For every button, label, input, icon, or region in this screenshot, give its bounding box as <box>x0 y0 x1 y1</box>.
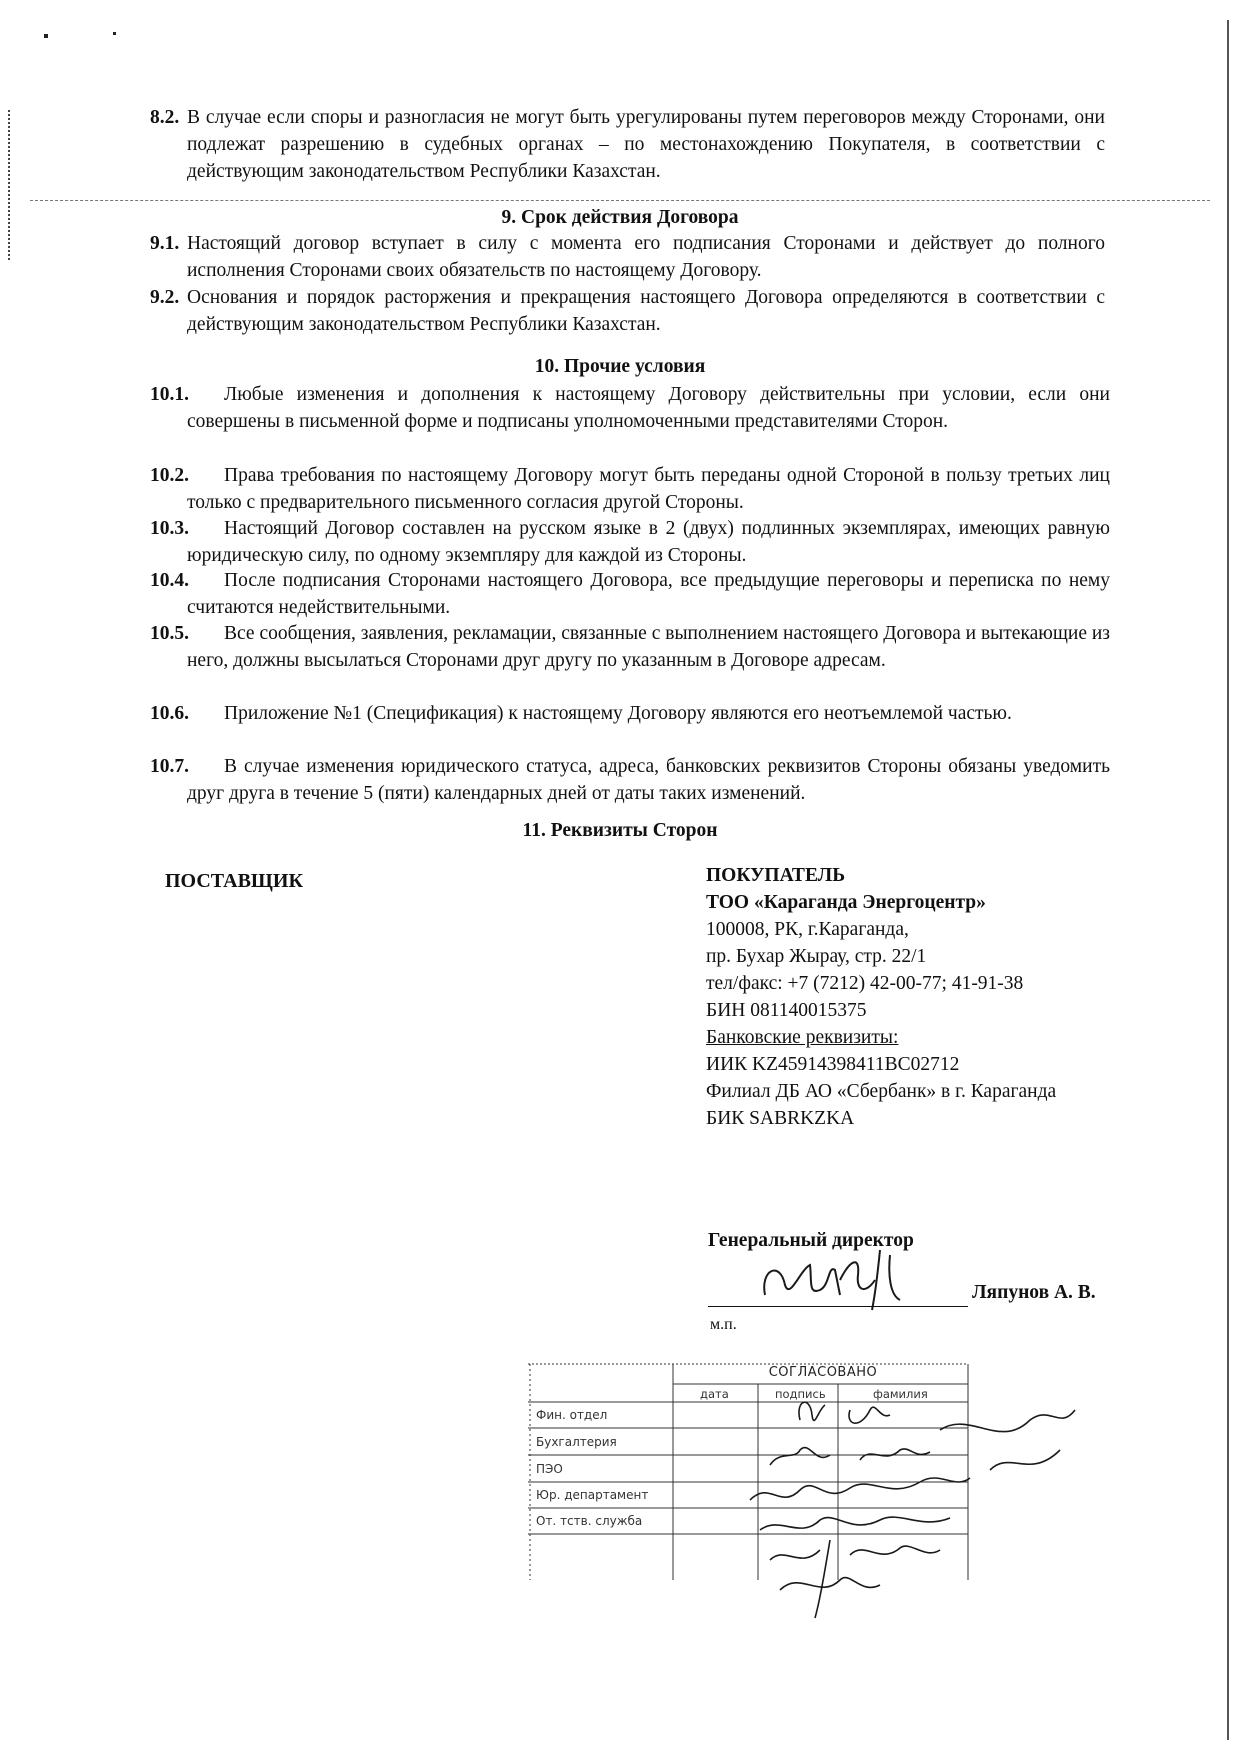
approval-row-label: Фин. отдел <box>536 1408 608 1422</box>
director-name: Ляпунов А. В. <box>972 1282 1096 1303</box>
approval-row-label: Юр. департамент <box>536 1488 649 1502</box>
clause-text: Права требования по настоящему Договору могут быть переданы одной Стороной в пользу третьих лиц только с предварительного письменного согласия другой Стороны. <box>187 465 1110 513</box>
clause-number: 10.4. <box>150 570 189 591</box>
buyer-iik: ИИК KZ45914398411BC02712 <box>706 1054 960 1075</box>
section-title-9: 9. Срок действия Договора <box>501 207 739 228</box>
approval-row-label: ПЭО <box>536 1462 563 1476</box>
buyer-bank-header: Банковские реквизиты: <box>706 1027 899 1048</box>
clause-9-2 <box>150 284 1105 338</box>
buyer-company: ТОО «Караганда Энергоцентр» <box>706 892 986 913</box>
clause-number: 10.1. <box>150 384 189 405</box>
clause-10-4 <box>150 567 1110 621</box>
buyer-bank-name: Филиал ДБ АО «Сбербанк» в г. Караганда <box>706 1081 1057 1102</box>
clause-10-6 <box>150 700 1110 727</box>
clause-number: 10.2. <box>150 465 189 486</box>
approval-signatures <box>740 1390 1080 1620</box>
clause-10-2 <box>150 462 1110 516</box>
clause-10-5 <box>150 620 1110 674</box>
clause-text: Приложение №1 (Спецификация) к настоящему Договору являются его неотъемлемой частью. <box>224 703 1012 724</box>
approval-row-label: От. тств. служба <box>536 1514 643 1528</box>
buyer-requisites <box>706 862 1056 1132</box>
clause-number: 10.5. <box>150 623 189 644</box>
buyer-title: ПОКУПАТЕЛЬ <box>706 865 846 886</box>
section-title-10: 10. Прочие условия <box>534 356 706 377</box>
approval-col-name: фамилия <box>873 1387 928 1401</box>
clause-text: В случае изменения юридического статуса, адреса, банковских реквизитов Стороны обязаны уведомить друг друга в течение 5 (пяти) календарных дней от даты таких изменений. <box>187 756 1110 804</box>
clause-number: 10.7. <box>150 756 189 777</box>
clause-text: Любые изменения и дополнения к настоящему Договору действительны при условии, если они совершены в письменной форме и подписаны уполномоченными представителями Сторон. <box>187 384 1110 432</box>
supplier-title: ПОСТАВЩИК <box>165 870 303 892</box>
clause-text: Основания и порядок расторжения и прекращения настоящего Договора определяются в соответствии с действующим законодательством Республики Казахстан. <box>187 287 1105 335</box>
scan-speck <box>113 32 116 35</box>
director-signature <box>740 1240 930 1315</box>
buyer-bik: БИК SABRKZKA <box>706 1108 855 1129</box>
clause-10-1 <box>150 381 1110 435</box>
director-title: Генеральный директор <box>708 1230 914 1251</box>
scan-edge-line <box>8 110 10 260</box>
scan-speck <box>44 34 48 38</box>
buyer-phone: тел/факс: +7 (7212) 42-00-77; 41-91-38 <box>706 973 1024 994</box>
clause-9-1 <box>150 230 1105 284</box>
approval-title: СОГЛАСОВАНО <box>768 1365 878 1380</box>
clause-8-2 <box>150 104 1105 185</box>
buyer-address-line-1: 100008, РК, г.Караганда, <box>706 919 909 940</box>
buyer-bin: БИН 081140015375 <box>706 1000 867 1021</box>
section-title-11: 11. Реквизиты Сторон <box>522 820 718 841</box>
clause-text: Настоящий Договор составлен на русском языке в 2 (двух) подлинных экземплярах, имеющих равную юридическую силу, по одному экземпляру для каждой из Стороны. <box>187 518 1110 566</box>
clause-number: 9.2. <box>150 287 180 308</box>
clause-text: В случае если споры и разногласия не могут быть урегулированы путем переговоров между Сторонами, они подлежат разрешению в судебных органах – по местонахождению Покупателя, в соответствии с действующим законодательством Республики Казахстан. <box>187 107 1105 182</box>
approval-col-date: дата <box>700 1387 729 1401</box>
signature-line <box>708 1306 968 1307</box>
scan-edge-line <box>1227 20 1229 1740</box>
clause-number: 8.2. <box>150 107 180 128</box>
approval-row-label: Бухгалтерия <box>536 1435 617 1449</box>
approval-col-signature: подпись <box>775 1387 826 1401</box>
clause-number: 9.1. <box>150 233 180 254</box>
clause-number: 10.6. <box>150 703 189 724</box>
clause-10-3 <box>150 515 1110 569</box>
scan-fold-line <box>30 200 1210 202</box>
buyer-address-line-2: пр. Бухар Жырау, стр. 22/1 <box>706 946 927 967</box>
clause-10-7 <box>150 753 1110 807</box>
seal-label: м.п. <box>710 1316 737 1333</box>
clause-text: Все сообщения, заявления, рекламации, связанные с выполнением настоящего Договора и вытекающие из него, должны высылаться Сторонами друг другу по указанным в Договоре адресам. <box>187 623 1110 671</box>
clause-text: Настоящий договор вступает в силу с момента его подписания Сторонами и действует до полного исполнения Сторонами своих обязательств по настоящему Договору. <box>187 233 1105 281</box>
clause-number: 10.3. <box>150 518 189 539</box>
clause-text: После подписания Сторонами настоящего Договора, все предыдущие переговоры и переписка по нему считаются недействительными. <box>187 570 1110 618</box>
